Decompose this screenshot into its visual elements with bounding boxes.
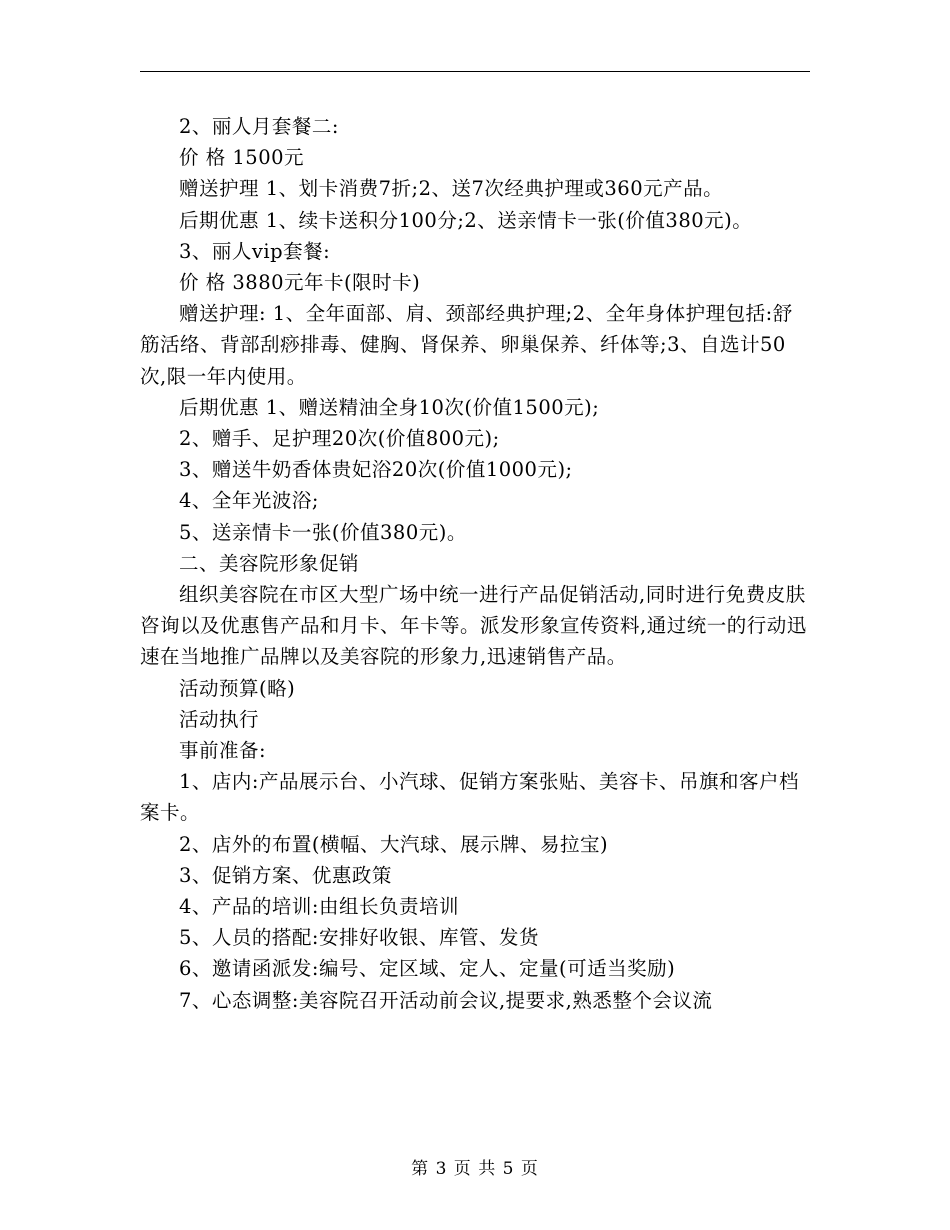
paragraph: 3、促销方案、优惠政策 — [179, 863, 392, 887]
paragraph: 活动执行 — [179, 707, 260, 731]
paragraph: 2、店外的布置(横幅、大汽球、展示牌、易拉宝) — [179, 832, 609, 856]
page-footer: 第 3 页 共 5 页 — [411, 1159, 539, 1179]
paragraph: 后期优惠 1、赠送精油全身10次(价值1500元); — [179, 395, 600, 419]
paragraph: 7、心态调整:美容院召开活动前会议,提要求,熟悉整个会议流 — [179, 988, 713, 1012]
header-rule — [140, 71, 810, 72]
paragraph: 5、送亲情卡一张(价值380元)。 — [179, 520, 467, 544]
paragraph: 4、产品的培训:由组长负责培训 — [179, 895, 459, 919]
paragraph: 1、店内:产品展示台、小汽球、促销方案张贴、美容卡、吊旗和客户档案卡。 — [140, 770, 799, 825]
paragraph: 5、人员的搭配:安排好收银、库管、发货 — [179, 926, 539, 950]
paragraph: 2、赠手、足护理20次(价值800元); — [179, 427, 500, 451]
body-text — [140, 111, 810, 1016]
paragraph: 2、丽人月套餐二: — [179, 115, 339, 138]
paragraph: 6、邀请函派发:编号、定区域、定人、定量(可适当奖励) — [179, 957, 676, 981]
section-heading: 二、美容院形象促销 — [179, 551, 360, 575]
paragraph: 赠送护理: 1、全年面部、肩、颈部经典护理;2、全年身体护理包括:舒筋活络、背部刮痧排毒、健胸、肾保养、卵巢保养、纤体等;3、自选计50次,限一年内使用。 — [140, 302, 793, 388]
paragraph: 活动预算(略) — [179, 676, 296, 700]
paragraph: 赠送护理 1、划卡消费7折;2、送7次经典护理或360元产品。 — [179, 177, 724, 201]
paragraph: 事前准备: — [179, 739, 267, 763]
paragraph: 3、赠送牛奶香体贵妃浴20次(价值1000元); — [179, 458, 573, 482]
paragraph: 3、丽人vip套餐: — [179, 239, 331, 263]
paragraph: 4、全年光波浴; — [179, 489, 319, 513]
paragraph: 价 格 1500元 — [179, 146, 305, 170]
paragraph: 价 格 3880元年卡(限时卡) — [179, 271, 421, 295]
paragraph: 组织美容院在市区大型广场中统一进行产品促销活动,同时进行免费皮肤咨询以及优惠售产品和月卡、年卡等。派发形象宣传资料,通过统一的行动迅速在当地推广品牌以及美容院的形象力,迅速销售产品。 — [140, 583, 807, 669]
paragraph: 后期优惠 1、续卡送积分100分;2、送亲情卡一张(价值380元)。 — [179, 208, 753, 232]
